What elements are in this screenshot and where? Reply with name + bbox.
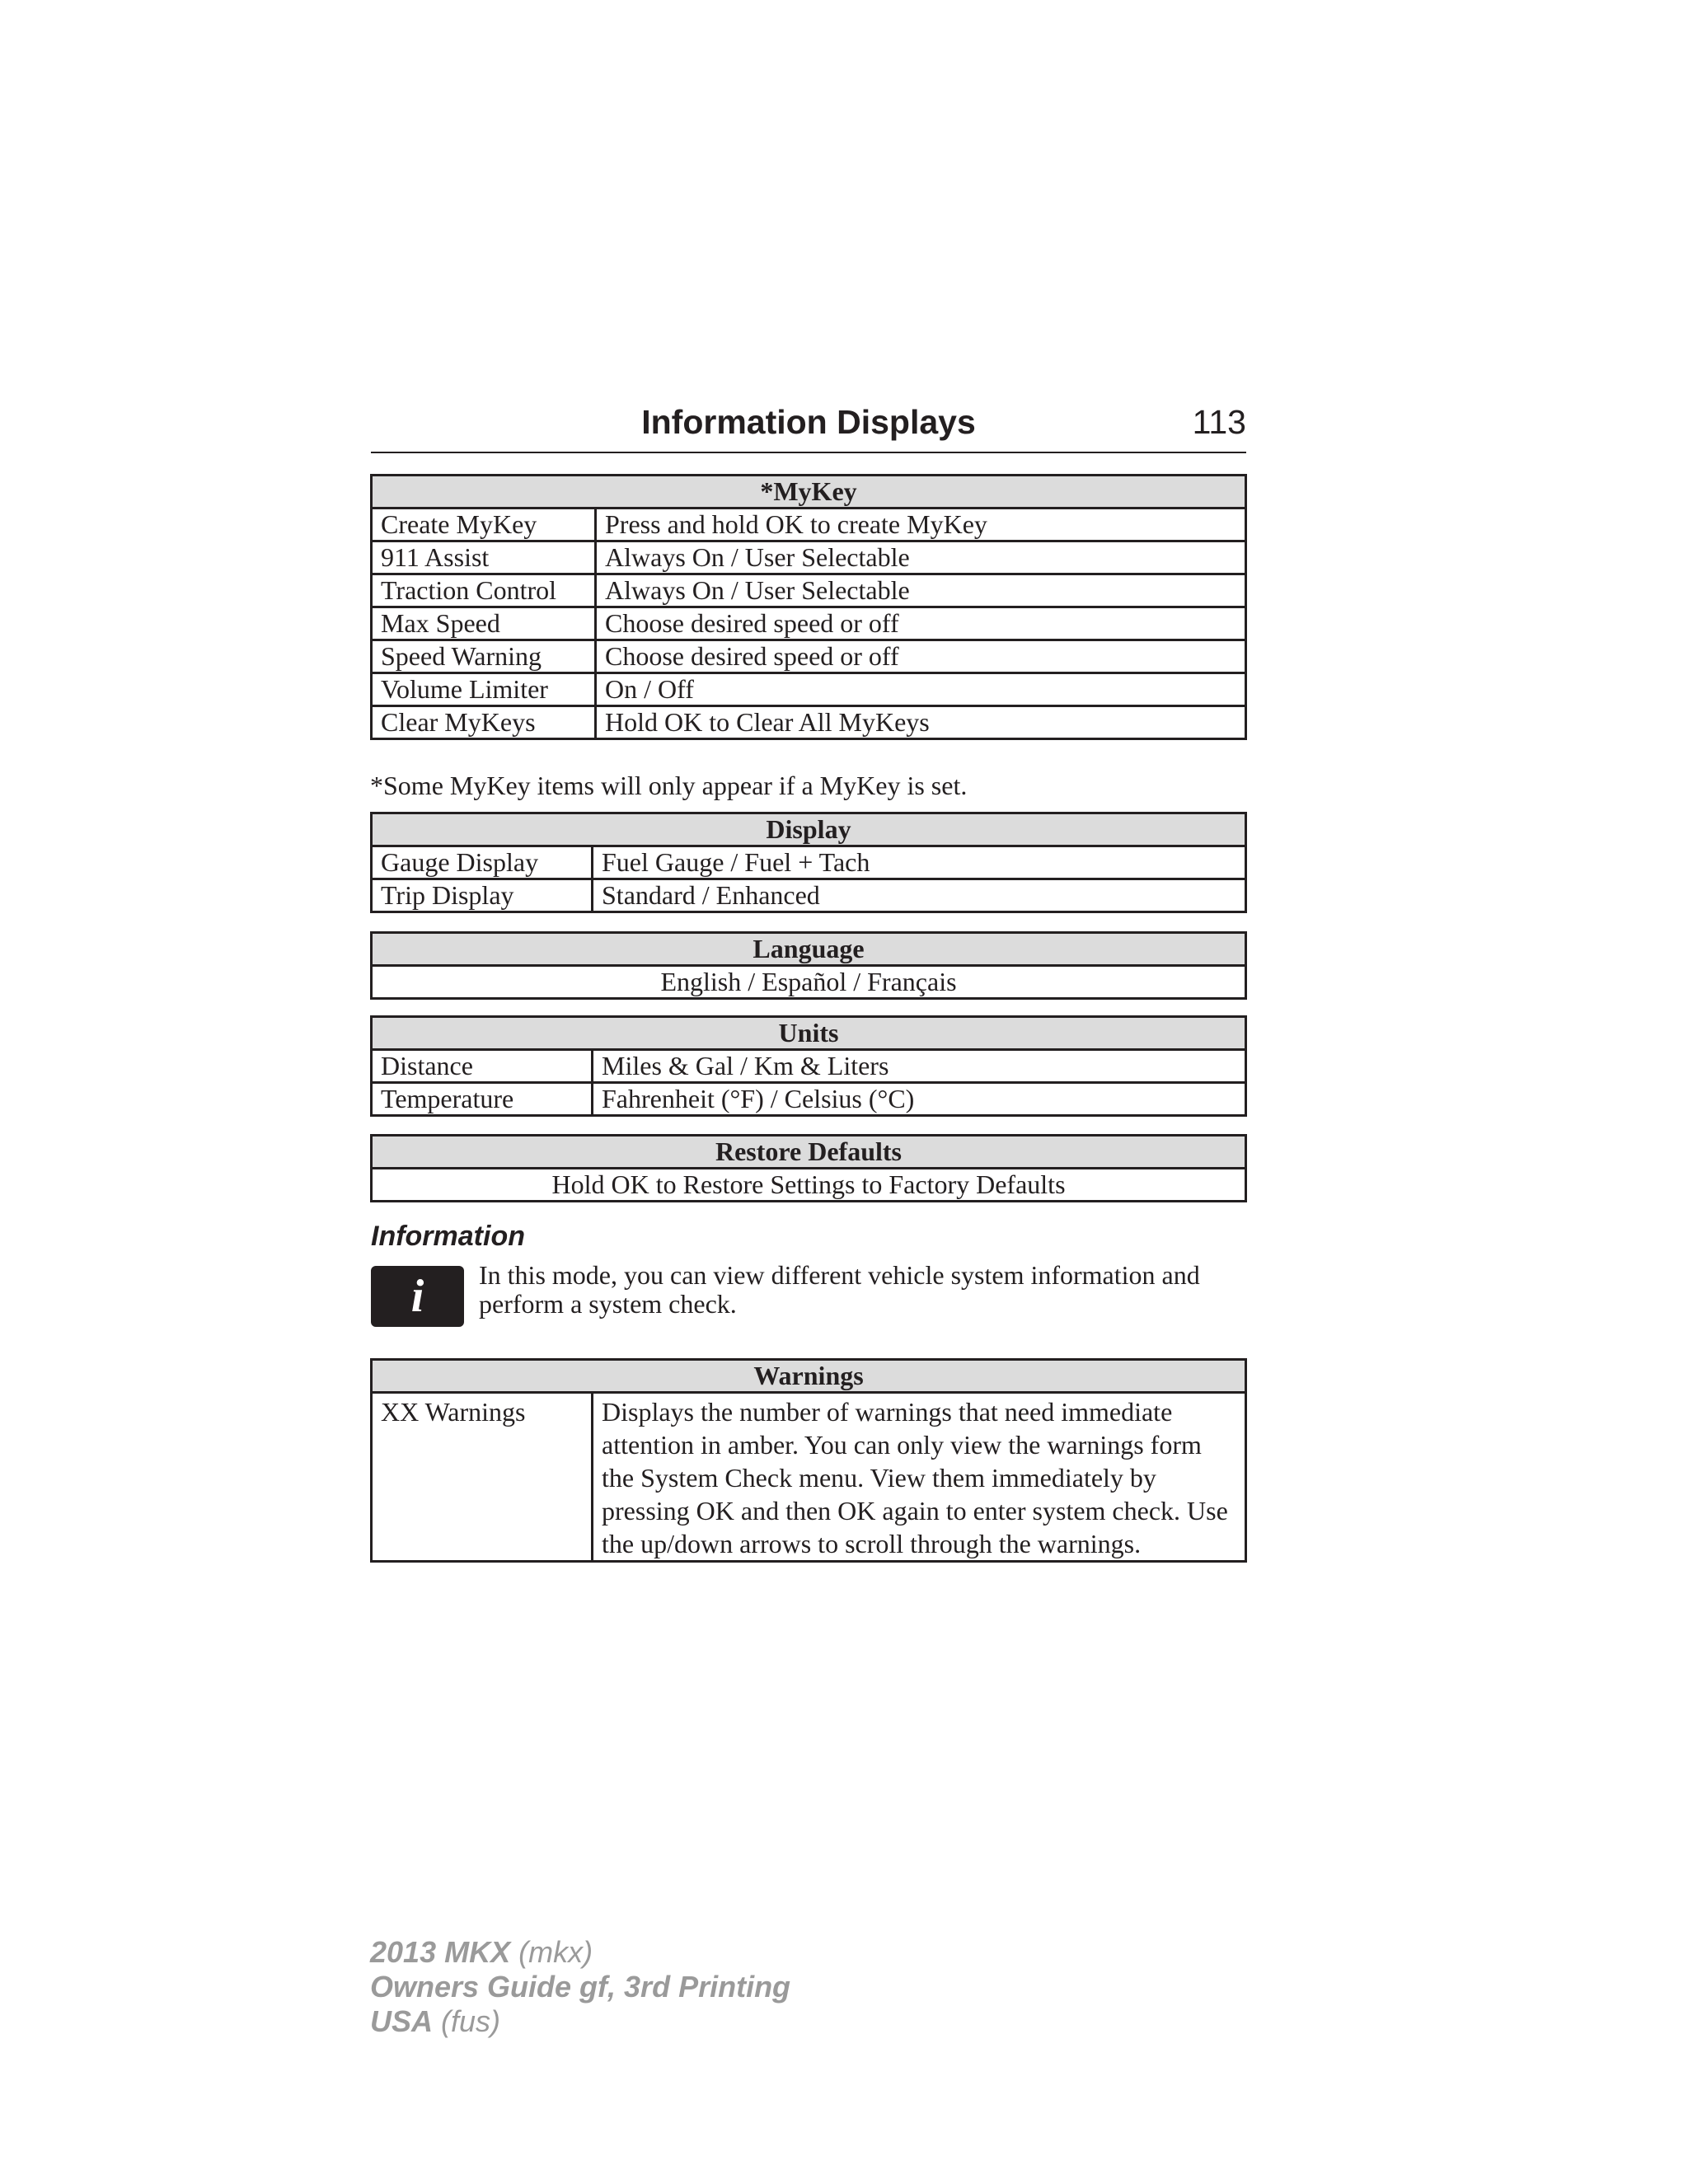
table-row (372, 607, 1246, 640)
table-row (372, 574, 1246, 607)
row-value: On / Off (596, 673, 1246, 706)
row-value: Choose desired speed or off (596, 607, 1246, 640)
row-value: Hold OK to Clear All MyKeys (596, 706, 1246, 739)
section-heading-information: Information (371, 1221, 525, 1252)
row-label: Trip Display (372, 879, 593, 912)
footer-model-name: 2013 MKX (370, 1935, 511, 1969)
table-row (372, 640, 1246, 673)
page-header (371, 402, 1246, 453)
footer-model-code: (mkx) (510, 1935, 593, 1969)
row-label: Traction Control (372, 574, 596, 607)
table-row (372, 846, 1246, 879)
footer-line-guide: Owners Guide gf, 3rd Printing (370, 1970, 791, 2004)
table-title: Units (372, 1017, 1246, 1050)
table-title: Restore Defaults (372, 1136, 1246, 1169)
row-value: Always On / User Selectable (596, 541, 1246, 574)
row-label: Create MyKey (372, 509, 596, 541)
table-title: Language (372, 933, 1246, 966)
footer-line-region (370, 2004, 790, 2039)
table-row (372, 541, 1246, 574)
row-label: XX Warnings (372, 1393, 593, 1562)
row-value: Press and hold OK to create MyKey (596, 509, 1246, 541)
row-label: Distance (372, 1050, 593, 1083)
table-row (372, 1050, 1246, 1083)
units-table (370, 1015, 1247, 1117)
warnings-table (370, 1358, 1247, 1563)
language-table (370, 931, 1247, 1000)
row-value: English / Español / Français (372, 966, 1246, 999)
row-value: Choose desired speed or off (596, 640, 1246, 673)
mykey-table (370, 474, 1247, 740)
page-title: Information Displays (641, 403, 976, 441)
table-row (372, 879, 1246, 912)
row-value: Fuel Gauge / Fuel + Tach (593, 846, 1246, 879)
row-value: Miles & Gal / Km & Liters (593, 1050, 1246, 1083)
row-label: Clear MyKeys (372, 706, 596, 739)
restore-defaults-table (370, 1134, 1247, 1202)
row-value: Hold OK to Restore Settings to Factory Defaults (372, 1169, 1246, 1202)
table-title: Warnings (372, 1360, 1246, 1393)
display-table (370, 812, 1247, 913)
table-title: *MyKey (372, 476, 1246, 509)
footer-line-model (370, 1935, 790, 1970)
row-label: Speed Warning (372, 640, 596, 673)
footer-region-code: (fus) (433, 2004, 501, 2038)
row-value: Displays the number of warnings that need immediate attention in amber. You can only view the warnings form the System Check menu. View them immediately by pressing OK and then OK again to enter system check. Use the up/down arrows to scroll through the warnings. (593, 1393, 1246, 1562)
footer-region-name: USA (370, 2004, 434, 2038)
table-row (372, 1169, 1246, 1202)
table-header-row (372, 1360, 1246, 1393)
table-row (372, 673, 1246, 706)
row-value: Always On / User Selectable (596, 574, 1246, 607)
page-footer (370, 1935, 790, 2039)
table-title: Display (372, 813, 1246, 846)
table-row (372, 706, 1246, 739)
row-label: Max Speed (372, 607, 596, 640)
table-header-row (372, 1017, 1246, 1050)
row-label: Temperature (372, 1083, 593, 1116)
table-row (372, 509, 1246, 541)
page-number: 113 (1192, 403, 1246, 441)
table-header-row (372, 1136, 1246, 1169)
table-row (372, 966, 1246, 999)
row-value: Standard / Enhanced (593, 879, 1246, 912)
table-row (372, 1083, 1246, 1116)
info-icon: i (371, 1266, 464, 1327)
row-label: 911 Assist (372, 541, 596, 574)
information-description: In this mode, you can view different vehicle system information and perform a system check. (479, 1260, 1200, 1319)
table-header-row (372, 813, 1246, 846)
table-header-row (372, 933, 1246, 966)
table-row (372, 1393, 1246, 1562)
mykey-footnote: *Some MyKey items will only appear if a MyKey is set. (370, 771, 968, 800)
row-label: Volume Limiter (372, 673, 596, 706)
table-header-row (372, 476, 1246, 509)
row-value: Fahrenheit (°F) / Celsius (°C) (593, 1083, 1246, 1116)
row-label: Gauge Display (372, 846, 593, 879)
